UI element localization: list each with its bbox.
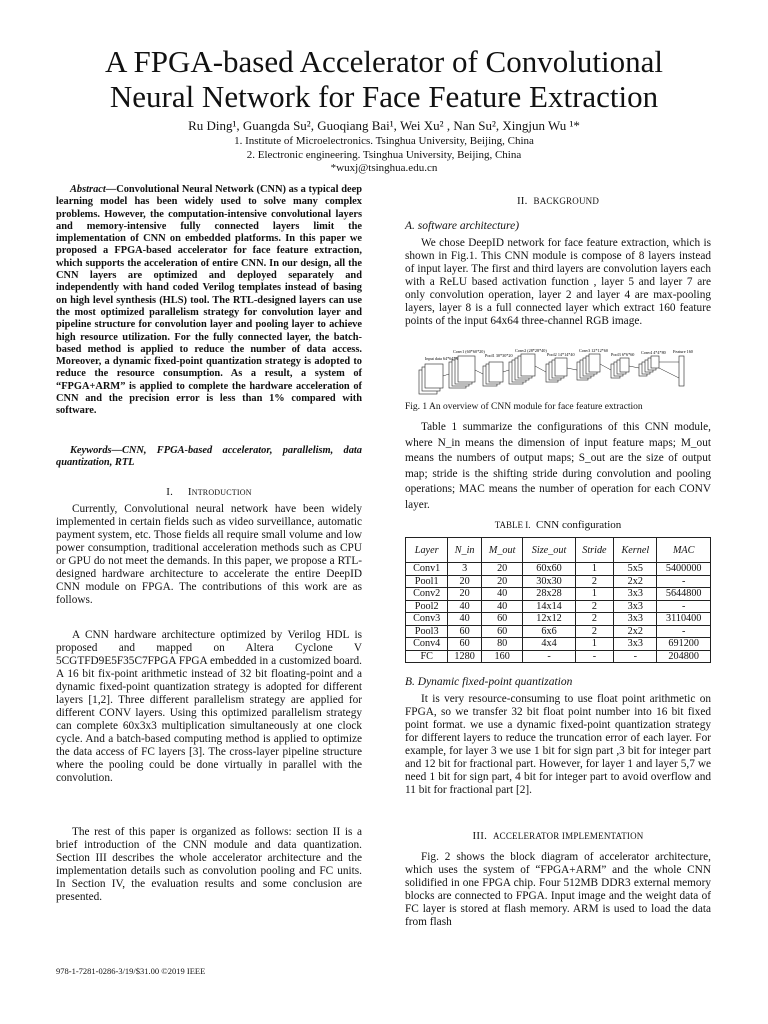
paragraph: Currently, Convolutional neural network have been widely implemented in certain fields such as video surveillance, automatic payment system, etc. Those fields all require small volume and low power consumption, traditional acceleration methods such as CPU or GPU do not meet the demands. In this paper, we propose a RTL-designed hardware architecture to accelerate the entire DeepID CNN module on FPGA. The contributions of this work are as follows. [56,503,362,606]
table-cell: Conv2 [406,588,448,601]
table-cell: 2x2 [614,575,657,588]
table-cell: Conv4 [406,638,448,651]
table-cell: 2 [575,625,614,638]
paragraph: The rest of this paper is organized as follows: section II is a brief introduction of the CNN module and data quantization. Section III describes the whole accelerator architecture and the implementation details such as convolution pooling and FC units. In Section IV, the evaluation results and some conclusion are presented. [56,826,362,903]
table-cell: 5644800 [657,588,711,601]
paper-title [40,44,728,114]
header-cell: N_in [448,538,481,563]
paragraph: We chose DeepID network for face feature extraction, which is shown in Fig.1. This CNN module is compose of 8 layers instead of input layer. The first and third layers are convolution layers each with a ReLU based activation function , layer 5 and layer 7 are only convolution operation, layer 2 and layer 4 are max-pooling layers, layer 8 is a full connected layer which extract 160 feature points of the input 64x64 three-channel RGB image. [405,237,711,327]
header-cell: Kernel [614,538,657,563]
table-cell: 3x3 [614,613,657,626]
table-cell: 691200 [657,638,711,651]
table-cell: 60x60 [523,563,575,576]
section-number: II. [516,195,528,207]
intro-paragraph-2 [56,629,362,785]
table-title: CNN configuration [536,519,622,531]
table-cell: 40 [481,600,523,613]
title-line-1: A FPGA-based Accelerator of Convolutional [105,44,663,79]
table-cell: 5x5 [614,563,657,576]
table-cell: 5400000 [657,563,711,576]
table-cell: 160 [481,650,523,663]
table-cell: 1 [575,638,614,651]
table-cell: Conv1 [406,563,448,576]
table-cell: 40 [448,613,481,626]
table-cell: 6x6 [523,625,575,638]
section-number: I. [166,486,174,498]
table-cell: 1 [575,588,614,601]
abstract-label: Abstract [70,184,106,195]
table-cell: - [575,650,614,663]
abstract-text: —Convolutional Neural Network (CNN) as a typical deep learning model has been widely used to solve many complex problems. However, the computation-intensive convolutional layers and memory-intensive fully connected layers limit the implementation of CNN on embedded platforms. In this paper we proposed a FPGA-based accelerator for face feature extraction, which supports the acceleration of entire CNN. In our design, all the CNN layers are optimized and deployed separately and independently with hand coded Verilog templates instead of basing on high level synthesis (HLS) tool. The RTL-designed layers can use the most optimized parallelism strategy for convolution layer and pipeline structure for convolution layer and pooling layer to achieve high resource utilization. For the fully connected layer, the batch-based method is applied to reduce the number of data access. Moreover, a dynamic fixed-point quantization strategy is adopted to reduce the resource consumption. As a result, a system of “FPGA+ARM” is applied to complete the hardware acceleration of CNN and the precision error is less than 1% compared with software. [56,184,362,417]
table-cell: 28x28 [523,588,575,601]
paragraph: It is very resource-consuming to use float point arithmetic on FPGA, so we transfer 32 bit float point number into 16 bit fixed point format. we use a dynamic fixed-point quantization strategy for different layers to reduce the truncation error of each layer. For example, for layer 3 we use 1 bit for sign part ,3 bit for integer part and 12 bit for fractional part. However, for layer 1 and layer 5,7 we need 1 bit for sign part, 4 bit for integer part to avoid overflow and 11 bit for fractional part [2]. [405,693,711,796]
fig-label-pool1: Pool1 30*30*20 [485,353,513,358]
intro-paragraph-1 [56,503,362,607]
table-cell: 20 [448,588,481,601]
section-number: III. [472,830,488,842]
section-heading-accelerator [405,830,711,843]
table-cell: 30x30 [523,575,575,588]
table-cell: 40 [448,600,481,613]
table-row [406,625,711,638]
table-cell: 60 [448,625,481,638]
table-cell: 20 [448,575,481,588]
table-row [406,650,711,663]
section-title: BACKGROUND [533,196,600,206]
section-title: ACCELERATOR IMPLEMENTATION [492,831,644,841]
table-cell: 2 [575,613,614,626]
fig-label-conv4: Conv4 4*4*80 [641,350,666,355]
table-cell: - [614,650,657,663]
table-cell: 1 [575,563,614,576]
table-intro-paragraph [405,420,711,513]
table-cell: 2x2 [614,625,657,638]
table-cell: FC [406,650,448,663]
table-cell: 3110400 [657,613,711,626]
fig-label-pool2: Pool2 14*14*40 [547,352,575,357]
table-cell: - [657,625,711,638]
table-cell: 204800 [657,650,711,663]
keywords [56,445,362,470]
table-cell: 20 [481,563,523,576]
title-line-2: Neural Network for Face Feature Extraction [109,79,659,114]
cnn-config-table [405,537,711,663]
table-cell: 60 [481,625,523,638]
table-cell: Conv3 [406,613,448,626]
intro-paragraph-3 [56,826,362,904]
subsection-b-heading: B. Dynamic fixed-point quantization [405,676,573,688]
fig-label-conv3: Conv3 12*12*60 [579,348,608,353]
table-cell: 2 [575,600,614,613]
table-cell: 20 [481,575,523,588]
copyright-footer: 978-1-7281-0286-3/19/$31.00 ©2019 IEEE [56,966,206,976]
table-cell: 1280 [448,650,481,663]
contact-email: *wuxj@tsinghua.edu.cn [330,162,438,174]
abstract [56,184,362,418]
header-cell: Layer [406,538,448,563]
table-cell: 3 [448,563,481,576]
table-1-caption [405,519,711,532]
paragraph: Fig. 2 shows the block diagram of accelerator architecture, which uses the system of “FPGA+ARM” and the whole CNN solidified in one FPGA chip. Four 512MB DDR3 external memory blocks are connected to FPGA. Input image and the weight data of FC layer is stored at flash memory. ARM is used to load the data from flash [405,851,711,928]
table-row [406,600,711,613]
table-row [406,588,711,601]
paragraph: Table 1 summarize the configurations of this CNN module, where N_in means the dimension of input feature maps; M_out means the numbers of output maps; S_out are the size of output map; stride is the shifting stride during convolution and pooling operations; MAC means the number of operation for each CONV layer. [405,421,711,511]
table-cell: Pool2 [406,600,448,613]
affiliation-2: 2. Electronic engineering. Tsinghua University, Beijing, China [246,149,522,161]
fig-label-conv1: Conv1 (60*60*20) [453,349,485,354]
table-cell: 3x3 [614,588,657,601]
keywords-label: Keywords [70,445,112,456]
table-cell: 3x3 [614,638,657,651]
table-row [406,575,711,588]
fig-label-feature: Feature 160 [673,349,693,354]
header-cell: MAC [657,538,711,563]
table-cell: 40 [481,588,523,601]
affiliation-1: 1. Institute of Microelectronics. Tsinghua University, Beijing, China [234,135,534,147]
section-heading-introduction [56,486,362,499]
table-header-row [406,538,711,563]
table-cell: 80 [481,638,523,651]
section-heading-background [405,195,711,208]
table-row [406,563,711,576]
header-cell: Size_out [523,538,575,563]
header-cell: M_out [481,538,523,563]
table-row [406,613,711,626]
table-cell: 14x14 [523,600,575,613]
keywords-text: —CNN, FPGA-based accelerator, parallelism, data quantization, RTL [56,445,362,469]
cnn-overview-figure [405,348,711,400]
table-cell: 4x4 [523,638,575,651]
table-cell: 3x3 [614,600,657,613]
table-cell: - [657,600,711,613]
fig-label-pool3: Pool3 6*6*60 [611,352,635,357]
table-cell: 60 [481,613,523,626]
table-cell: 60 [448,638,481,651]
subsection-a-text [405,237,711,328]
table-cell: 2 [575,575,614,588]
subsection-b-text [405,693,711,797]
header-cell: Stride [575,538,614,563]
paragraph: A CNN hardware architecture optimized by Verilog HDL is proposed and mapped on Altera Cyclone V 5CGTFD9E5F35C7FPGA FPGA embedded in a customized board. A 16 bit fix-point arithmetic instead of 32 bit floating-point and a dynamic fixed-point quantization strategy is adopted for different layers [1,2]. Three different parallelism strategy are applied for different CONV layers. Using this optimized parallelism strategy can complete 60x3x3 multiplication simultaneously at one clock cycle. And a batch-based computing method is applied to optimize the data access of FC layers [3]. The cross-layer pipeline structure where the pooling could be done virtually in parallel with the convolution. [56,629,362,784]
table-label: TABLE I. [494,520,531,530]
fig-label-conv2: Conv2 (28*28*40) [515,348,547,353]
author-list: Ru Ding¹, Guangda Su², Guoqiang Bai¹, Wei Xu² , Nan Su², Xingjun Wu ¹* [188,118,580,133]
figure-1-caption: Fig. 1 An overview of CNN module for face feature extraction [405,402,643,412]
section-3-text [405,851,711,929]
table-cell: Pool3 [406,625,448,638]
table-cell: Pool1 [406,575,448,588]
section-title: Introduction [187,486,252,498]
fig-label-input: Input data 64*64*3 [425,356,458,361]
subsection-a-heading: A. software architecture) [405,220,520,232]
table-row [406,638,711,651]
table-cell: - [657,575,711,588]
table-cell: 12x12 [523,613,575,626]
table-cell: - [523,650,575,663]
